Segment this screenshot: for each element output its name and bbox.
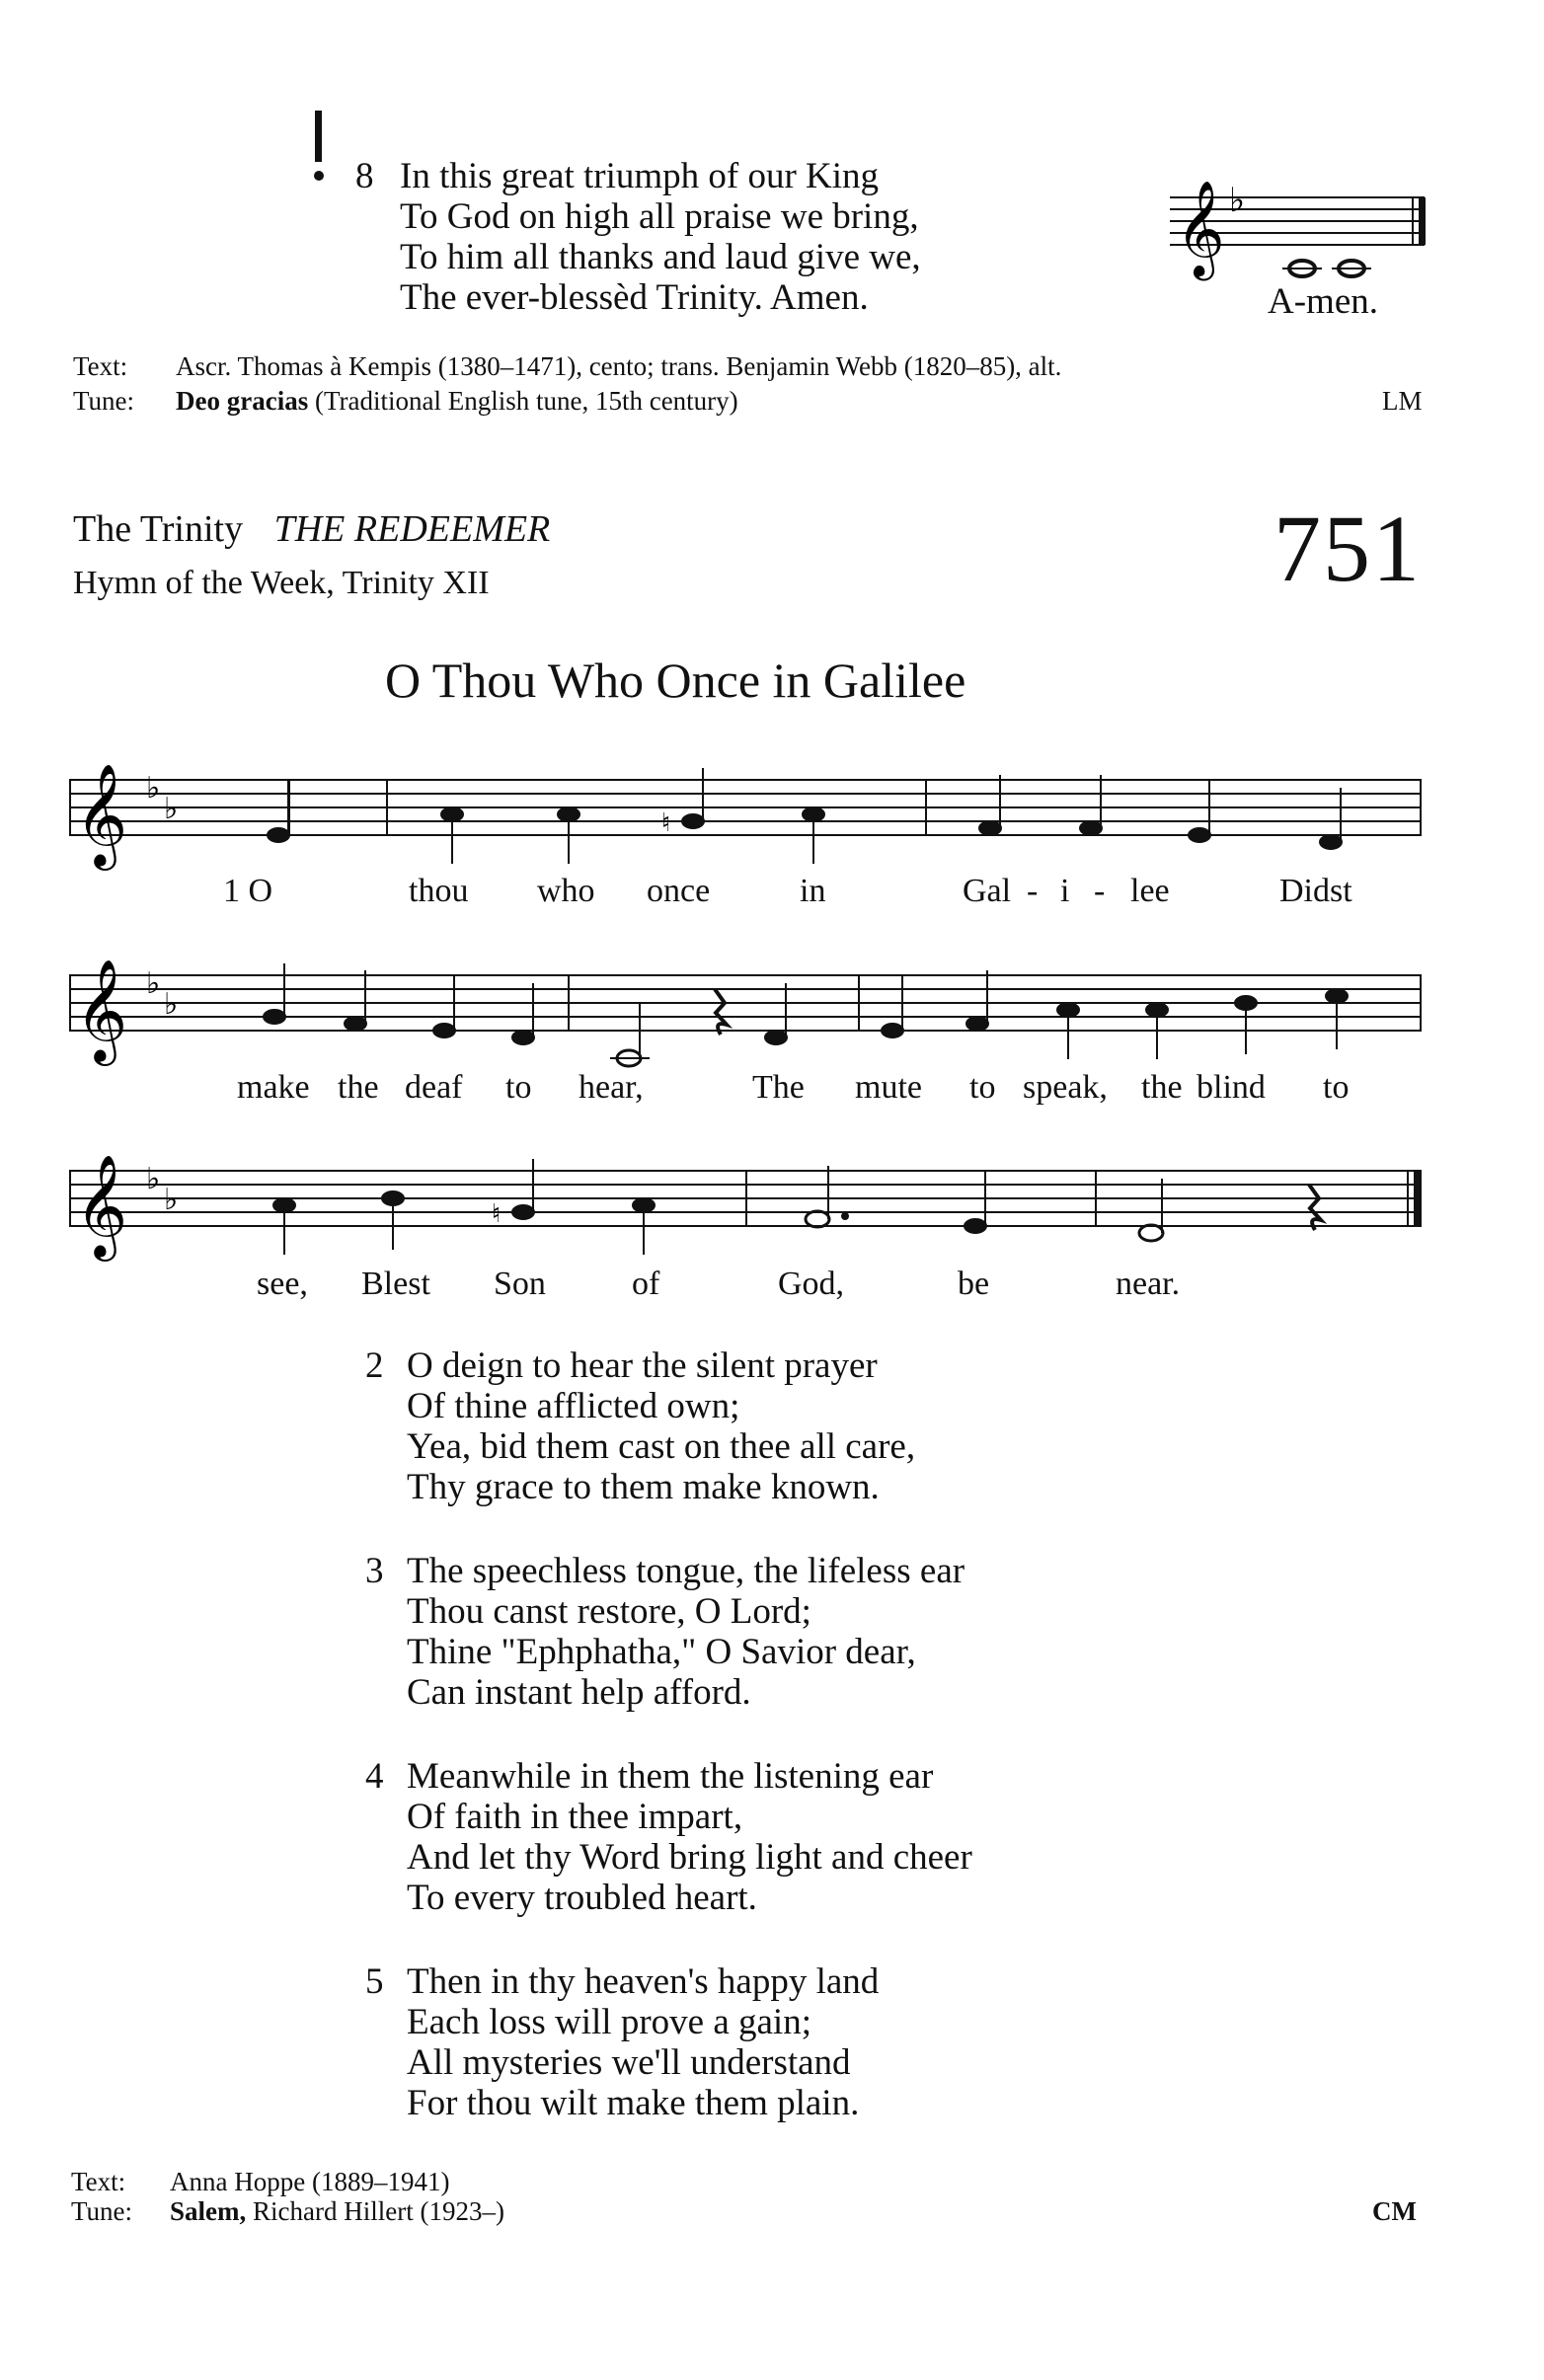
sharing-indicator-icon xyxy=(310,111,330,190)
quarter-rest-icon xyxy=(1309,1185,1321,1230)
stanza-number: 4 xyxy=(365,1756,384,1797)
lyric-syllable: Gal xyxy=(963,873,1012,909)
stanza-line: Then in thy heaven's happy land xyxy=(407,1961,880,2002)
lyric-syllable: see, xyxy=(257,1266,308,1302)
system-3-notes xyxy=(273,1159,1163,1255)
tune-credit xyxy=(170,2196,504,2227)
natural-sign-icon: ♮ xyxy=(492,1199,502,1228)
prev-text-credit: Ascr. Thomas à Kempis (1380–1471), cento; trans. Benjamin Webb (1820–85), alt. xyxy=(176,351,1062,381)
prev-tune-name: Deo gracias xyxy=(176,386,309,416)
lyric-syllable: thou xyxy=(409,873,469,909)
stanza-line: Meanwhile in them the listening ear xyxy=(407,1756,934,1797)
lyric-syllable: The xyxy=(752,1069,805,1106)
stanza-line: Each loss will prove a gain; xyxy=(407,2002,811,2042)
treble-clef-icon: 𝄞 xyxy=(75,962,128,1060)
lyric-syllable: near. xyxy=(1116,1266,1181,1302)
text-credit: Anna Hoppe (1889–1941) xyxy=(170,2167,450,2196)
music-system-3 xyxy=(69,1151,1431,1269)
stanza-number: 2 xyxy=(365,1345,384,1386)
lyric-syllable: to xyxy=(505,1069,532,1106)
stanza-number: 3 xyxy=(365,1551,384,1591)
prev-tune-credit xyxy=(176,386,738,417)
stanza-8-line: To him all thanks and laud give we, xyxy=(400,237,921,277)
tune-credit-label: Tune: xyxy=(71,2196,133,2226)
flat-sign-icon: ♭ xyxy=(146,772,161,805)
stanza-line: The speechless tongue, the lifeless ear xyxy=(407,1551,965,1591)
stanza-lines xyxy=(407,1961,879,2123)
flat-sign-icon: ♭ xyxy=(164,793,179,825)
lyric-syllable: lee xyxy=(1130,873,1170,909)
lyric-syllable: the xyxy=(338,1069,379,1106)
lyric-syllable: mute xyxy=(855,1069,922,1106)
system-1-lyrics xyxy=(0,873,1544,912)
prev-text-credit-label: Text: xyxy=(73,351,128,381)
hymn-title: O Thou Who Once in Galilee xyxy=(385,653,966,708)
lyric-syllable: in xyxy=(800,873,826,909)
system-1-notes xyxy=(268,768,1342,864)
system-2-notes xyxy=(264,963,1348,1066)
stanza-lines xyxy=(407,1345,915,1507)
lyric-syllable: be xyxy=(958,1266,990,1302)
lyric-syllable: make xyxy=(237,1069,310,1106)
lyric-syllable: the xyxy=(1141,1069,1183,1106)
stanza-line: Thou canst restore, O Lord; xyxy=(407,1591,811,1632)
prev-meter: LM xyxy=(1382,386,1423,416)
treble-clef-icon: 𝄞 xyxy=(1176,184,1225,275)
lyric-syllable: Son xyxy=(494,1266,546,1302)
lyric-syllable: i xyxy=(1060,873,1070,909)
music-system-2 xyxy=(69,956,1431,1074)
stanza-line: Thine "Ephphatha," O Savior dear, xyxy=(407,1632,916,1672)
lyric-syllable: Blest xyxy=(361,1266,430,1302)
section-line xyxy=(73,507,550,551)
system-3-lyrics xyxy=(0,1266,1544,1305)
lyric-syllable: to xyxy=(1323,1069,1350,1106)
lyric-hyphen: - xyxy=(1094,873,1106,909)
lyric-syllable: of xyxy=(632,1266,660,1302)
lyric-syllable: hear, xyxy=(579,1069,644,1106)
section-name: The Trinity xyxy=(73,508,244,550)
music-system-1 xyxy=(69,760,1431,879)
previous-hymn-ending xyxy=(0,0,1544,415)
stanza-line: O deign to hear the silent prayer xyxy=(407,1345,878,1386)
stanza-number: 5 xyxy=(365,1961,384,2002)
lyric-syllable: who xyxy=(537,873,595,909)
flat-sign-icon: ♭ xyxy=(164,988,179,1021)
amen-staff xyxy=(1170,168,1431,286)
stanza-8 xyxy=(400,156,921,318)
treble-clef-icon: 𝄞 xyxy=(75,767,128,865)
lyric-syllable: blind xyxy=(1197,1069,1266,1106)
stanza-lines xyxy=(407,1756,972,1918)
flat-sign-icon: ♭ xyxy=(146,967,161,1000)
stanza-line: Of thine afflicted own; xyxy=(407,1386,740,1426)
stanza-8-line: The ever-blessèd Trinity. Amen. xyxy=(400,277,869,318)
tune-composer: Richard Hillert (1923–) xyxy=(246,2196,504,2226)
lyric-syllable: Didst xyxy=(1279,873,1352,909)
occasion: Hymn of the Week, Trinity XII xyxy=(73,565,490,601)
flat-sign-icon: ♭ xyxy=(164,1184,179,1216)
meter: CM xyxy=(1372,2196,1417,2226)
tune-name: Salem, xyxy=(170,2196,247,2226)
subsection-name: THE REDEEMER xyxy=(273,508,551,550)
natural-sign-icon: ♮ xyxy=(661,808,671,837)
treble-clef-icon: 𝄞 xyxy=(75,1158,128,1256)
stanza-8-line: In this great triumph of our King xyxy=(400,156,880,196)
amen-whole-notes xyxy=(1282,261,1371,276)
prev-tune-credit-label: Tune: xyxy=(73,386,135,416)
system-2-lyrics xyxy=(0,1069,1544,1109)
lyric-syllable: 1 O xyxy=(223,873,273,909)
stanza-line: Yea, bid them cast on thee all care, xyxy=(407,1426,916,1467)
lyric-syllable: speak, xyxy=(1023,1069,1108,1106)
lyric-syllable: once xyxy=(647,873,711,909)
stanza-line: Thy grace to them make known. xyxy=(407,1467,880,1507)
amen-label: A-men. xyxy=(1268,281,1378,322)
lyric-syllable: God, xyxy=(778,1266,845,1302)
lyric-hyphen: - xyxy=(1027,873,1039,909)
stanza-line: All mysteries we'll understand xyxy=(407,2042,851,2083)
lyric-syllable: deaf xyxy=(405,1069,463,1106)
stanza-8-number: 8 xyxy=(355,156,374,196)
stanza-line: To every troubled heart. xyxy=(407,1878,757,1918)
hymn-credits xyxy=(0,2167,1544,2246)
quarter-rest-icon xyxy=(715,989,727,1035)
text-credit-label: Text: xyxy=(71,2167,126,2196)
stanza-lines xyxy=(407,1551,965,1713)
flat-sign-icon: ♭ xyxy=(146,1163,161,1195)
flat-sign-icon: ♭ xyxy=(1229,183,1246,219)
prev-tune-source: (Traditional English tune, 15th century) xyxy=(308,386,738,416)
hymn-number: 751 xyxy=(1274,496,1422,601)
stanza-line: Can instant help afford. xyxy=(407,1672,751,1713)
lyric-syllable: to xyxy=(969,1069,996,1106)
hymn-header xyxy=(0,494,1544,721)
stanza-line: And let thy Word bring light and cheer xyxy=(407,1837,972,1878)
stanza-line: For thou wilt make them plain. xyxy=(407,2083,860,2123)
stanza-8-line: To God on high all praise we bring, xyxy=(400,196,919,237)
stanza-line: Of faith in thee impart, xyxy=(407,1797,743,1837)
